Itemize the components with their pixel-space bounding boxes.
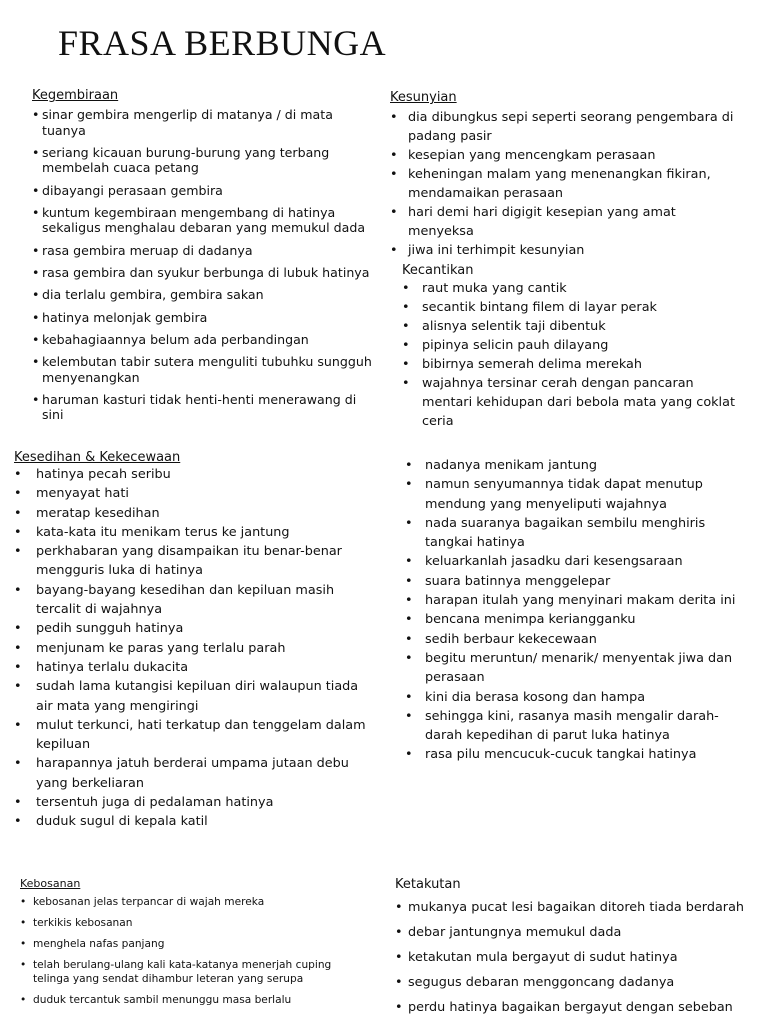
list-item-text: nadanya menikam jantung bbox=[425, 458, 597, 473]
bullet-icon: • bbox=[32, 287, 40, 303]
list-item bbox=[402, 355, 747, 374]
section-kesedihan bbox=[14, 450, 369, 832]
bullet-icon: • bbox=[405, 708, 413, 724]
list-item bbox=[402, 317, 747, 336]
list-item-text: hatinya melonjak gembira bbox=[42, 309, 208, 325]
list-item-text: nada suaranya bagaikan sembilu menghiris tangkai hatinya bbox=[425, 515, 706, 551]
bullet-icon: • bbox=[405, 650, 413, 666]
bullet-icon: • bbox=[390, 110, 398, 125]
bullet-icon: • bbox=[32, 309, 40, 325]
bullet-icon: • bbox=[14, 467, 22, 482]
bullet-icon: • bbox=[14, 717, 22, 733]
list-item-text: harapannya jatuh berderai umpama jutaan debu yang berkeliaran bbox=[36, 756, 349, 791]
bullet-icon: • bbox=[402, 376, 410, 391]
list-item bbox=[395, 975, 765, 991]
list-item bbox=[32, 243, 377, 259]
list-item bbox=[32, 107, 377, 138]
list-kecantikan bbox=[402, 279, 747, 431]
list-item bbox=[14, 716, 369, 755]
section-kecantikan bbox=[402, 263, 747, 431]
list-item bbox=[32, 145, 377, 176]
bullet-icon: • bbox=[402, 319, 410, 334]
list-item bbox=[14, 581, 369, 620]
list-item bbox=[405, 745, 755, 764]
list-item bbox=[395, 950, 765, 966]
list-item-text: kata-kata itu menikam terus ke jantung bbox=[36, 524, 290, 540]
bullet-icon: • bbox=[14, 679, 22, 695]
list-kebosanan bbox=[20, 896, 365, 1007]
bullet-icon: • bbox=[20, 917, 27, 930]
list-item-text: duduk sugul di kepala katil bbox=[36, 814, 208, 830]
bullet-icon: • bbox=[14, 524, 22, 540]
bullet-icon: • bbox=[405, 573, 413, 589]
list-item-text: bayang-bayang kesedihan dan kepiluan masih tercalit di wajahnya bbox=[36, 582, 335, 618]
bullet-icon: • bbox=[395, 925, 403, 940]
list-item-text: menyayat hati bbox=[36, 486, 129, 502]
list-item-text: secantik bintang filem di layar perak bbox=[422, 300, 657, 315]
list-item-text: menjunam ke paras yang terlalu parah bbox=[36, 640, 286, 656]
list-item-text: rasa pilu mencucuk-cucuk tangkai hatinya bbox=[425, 747, 697, 763]
section-heading-kecantikan: Kecantikan bbox=[402, 263, 474, 278]
list-item bbox=[32, 354, 377, 385]
list-kesunyian bbox=[390, 108, 740, 260]
list-item bbox=[20, 994, 365, 1008]
section-heading-kegembiraan: Kegembiraan bbox=[32, 88, 119, 103]
list-item bbox=[32, 392, 377, 423]
list-item-text: kini dia berasa kosong dan hampa bbox=[425, 689, 646, 705]
list-item-text: rasa gembira dan syukur berbunga di lubuk hatinya bbox=[42, 264, 370, 280]
list-item bbox=[390, 165, 740, 203]
list-item-text: haruman kasturi tidak henti-henti menerawang di sini bbox=[42, 391, 357, 423]
list-item-text: pedih sungguh hatinya bbox=[36, 621, 184, 637]
list-item-text: hari demi hari digigit kesepian yang amat menyeksa bbox=[408, 205, 676, 239]
bullet-icon: • bbox=[14, 795, 22, 811]
list-item bbox=[405, 688, 755, 707]
bullet-icon: • bbox=[405, 515, 413, 531]
bullet-icon: • bbox=[405, 477, 413, 493]
list-item bbox=[32, 183, 377, 199]
list-item-text: hatinya pecah seribu bbox=[36, 467, 171, 482]
list-item bbox=[14, 542, 369, 581]
bullet-icon: • bbox=[14, 756, 22, 772]
list-item bbox=[402, 279, 747, 298]
list-item bbox=[14, 619, 369, 638]
list-item-text: suara batinnya menggelepar bbox=[425, 573, 611, 589]
list-item-text: kuntum kegembiraan mengembang di hatinya sekaligus menghalau debaran yang memukul dada bbox=[42, 204, 366, 236]
list-item-text: sinar gembira mengerlip di matanya / di mata tuanya bbox=[42, 107, 333, 138]
list-item-text: bencana menimpa keriangganku bbox=[425, 612, 636, 628]
bullet-icon: • bbox=[32, 107, 40, 122]
bullet-icon: • bbox=[395, 900, 403, 915]
section-heading-kebosanan: Kebosanan bbox=[20, 877, 81, 890]
section-kebosanan bbox=[20, 877, 365, 1015]
bullet-icon: • bbox=[32, 204, 40, 220]
list-item bbox=[14, 754, 369, 793]
list-item bbox=[405, 456, 755, 475]
list-item-text: duduk tercantuk sambil menunggu masa berlalu bbox=[33, 993, 292, 1006]
bullet-icon: • bbox=[14, 486, 22, 502]
list-item-text: terkikis kebosanan bbox=[33, 917, 133, 930]
list-item bbox=[405, 475, 755, 514]
bullet-icon: • bbox=[14, 659, 22, 675]
list-item-text: jiwa ini terhimpit kesunyian bbox=[408, 243, 585, 258]
list-item bbox=[405, 707, 755, 746]
bullet-icon: • bbox=[14, 582, 22, 598]
list-item-text: mukanya pucat lesi bagaikan ditoreh tiada berdarah bbox=[408, 900, 745, 915]
list-kesedihan bbox=[14, 465, 369, 832]
list-item-text: segugus debaran menggoncang dadanya bbox=[408, 975, 675, 990]
bullet-icon: • bbox=[32, 182, 40, 198]
list-item bbox=[405, 514, 755, 553]
list-item bbox=[405, 572, 755, 591]
list-item-text: kesepian yang mencengkam perasaan bbox=[408, 148, 656, 163]
list-item bbox=[14, 677, 369, 716]
list-item-text: bibirnya semerah delima merekah bbox=[422, 357, 642, 372]
list-item bbox=[20, 938, 365, 952]
bullet-icon: • bbox=[405, 689, 413, 705]
bullet-icon: • bbox=[402, 281, 410, 296]
list-item-text: kelembutan tabir sutera menguliti tubuhku sungguh menyenangkan bbox=[42, 354, 372, 385]
bullet-icon: • bbox=[32, 144, 40, 160]
list-item-text: meratap kesedihan bbox=[36, 505, 160, 521]
list-item-text: hatinya terlalu dukacita bbox=[36, 659, 189, 675]
list-item bbox=[14, 639, 369, 658]
bullet-icon: • bbox=[395, 1000, 403, 1015]
list-item-text: kebahagiaannya belum ada perbandingan bbox=[42, 331, 309, 347]
bullet-icon: • bbox=[390, 243, 398, 258]
list-item bbox=[405, 591, 755, 610]
list-item bbox=[405, 649, 755, 688]
list-item bbox=[395, 1000, 765, 1016]
section-kesunyian bbox=[390, 90, 740, 260]
bullet-icon: • bbox=[32, 354, 40, 370]
list-item bbox=[32, 265, 377, 281]
list-item bbox=[32, 332, 377, 348]
list-item bbox=[14, 523, 369, 542]
list-item bbox=[390, 241, 740, 260]
bullet-icon: • bbox=[32, 331, 40, 347]
bullet-icon: • bbox=[20, 896, 27, 908]
list-item-text: kebosanan jelas terpancar di wajah mereka bbox=[33, 896, 265, 908]
list-item-text: ketakutan mula bergayut di sudut hatinya bbox=[408, 950, 678, 965]
section-kesedihan-lanjutan bbox=[405, 456, 755, 765]
list-item-text: keluarkanlah jasadku dari kesengsaraan bbox=[425, 554, 683, 570]
list-item-text: keheningan malam yang menenangkan fikiran, mendamaikan perasaan bbox=[408, 167, 711, 201]
list-item bbox=[14, 504, 369, 523]
list-item bbox=[32, 287, 377, 303]
list-item bbox=[405, 630, 755, 649]
bullet-icon: • bbox=[32, 242, 40, 258]
page-title: FRASA BERBUNGA bbox=[58, 23, 387, 63]
bullet-icon: • bbox=[390, 205, 398, 220]
list-item-text: harapan itulah yang menyinari makam derita ini bbox=[425, 593, 736, 609]
list-item-text: debar jantungnya memukul dada bbox=[408, 925, 622, 940]
bullet-icon: • bbox=[14, 814, 22, 830]
list-item bbox=[395, 900, 765, 916]
list-item bbox=[390, 146, 740, 165]
list-item-text: sedih berbaur kekecewaan bbox=[425, 631, 597, 647]
list-item bbox=[402, 298, 747, 317]
list-kegembiraan bbox=[32, 107, 377, 423]
list-item-text: seriang kicauan burung-burung yang terbang membelah cuaca petang bbox=[42, 144, 330, 176]
list-item-text: mulut terkunci, hati terkatup dan tenggelam dalam kepiluan bbox=[36, 717, 366, 753]
list-item bbox=[32, 205, 377, 236]
bullet-icon: • bbox=[32, 391, 40, 407]
list-item bbox=[390, 203, 740, 241]
list-item-text: sudah lama kutangisi kepiluan diri walaupun tiada air mata yang mengiringi bbox=[36, 679, 359, 714]
list-item-text: perkhabaran yang disampaikan itu benar-benar mengguris luka di hatinya bbox=[36, 544, 342, 579]
list-item-text: namun senyumannya tidak dapat menutup mendung yang menyeliputi wajahnya bbox=[425, 477, 703, 512]
bullet-icon: • bbox=[405, 747, 413, 763]
section-kegembiraan bbox=[32, 88, 377, 430]
section-heading-kesunyian: Kesunyian bbox=[390, 90, 457, 105]
list-ketakutan bbox=[395, 900, 765, 1016]
list-item bbox=[402, 336, 747, 355]
list-item-text: raut muka yang cantik bbox=[422, 281, 567, 296]
list-item-text: pipinya selicin pauh dilayang bbox=[422, 338, 609, 353]
list-item bbox=[402, 374, 747, 431]
bullet-icon: • bbox=[402, 357, 410, 372]
bullet-icon: • bbox=[395, 975, 403, 990]
bullet-icon: • bbox=[14, 621, 22, 637]
list-item-text: tersentuh juga di pedalaman hatinya bbox=[36, 795, 274, 811]
bullet-icon: • bbox=[14, 505, 22, 521]
list-item-text: perdu hatinya bagaikan bergayut dengan sebeban bbox=[408, 1000, 733, 1015]
bullet-icon: • bbox=[20, 993, 27, 1006]
bullet-icon: • bbox=[405, 554, 413, 570]
list-item-text: begitu meruntun/ menarik/ menyentak jiwa dan perasaan bbox=[425, 650, 733, 686]
bullet-icon: • bbox=[390, 167, 398, 182]
bullet-icon: • bbox=[390, 148, 398, 163]
bullet-icon: • bbox=[395, 950, 403, 965]
list-item-text: alisnya selentik taji dibentuk bbox=[422, 319, 606, 334]
bullet-icon: • bbox=[402, 338, 410, 353]
list-item bbox=[14, 812, 369, 831]
bullet-icon: • bbox=[20, 959, 27, 972]
list-item-text: menghela nafas panjang bbox=[33, 938, 165, 951]
bullet-icon: • bbox=[405, 631, 413, 647]
bullet-icon: • bbox=[14, 544, 22, 560]
section-heading-ketakutan: Ketakutan bbox=[395, 877, 461, 892]
list-item-text: dia dibungkus sepi seperti seorang pengembara di padang pasir bbox=[408, 110, 734, 144]
bullet-icon: • bbox=[402, 300, 410, 315]
list-item bbox=[390, 108, 740, 146]
list-item bbox=[14, 465, 369, 484]
list-item bbox=[395, 925, 765, 941]
list-item bbox=[405, 552, 755, 571]
list-item-text: dia terlalu gembira, gembira sakan bbox=[42, 287, 264, 303]
list-item bbox=[20, 896, 365, 910]
list-item bbox=[14, 484, 369, 503]
bullet-icon: • bbox=[14, 640, 22, 656]
list-item bbox=[32, 310, 377, 326]
list-item bbox=[14, 658, 369, 677]
list-kesedihan-lanjutan bbox=[405, 456, 755, 765]
section-ketakutan bbox=[395, 877, 765, 1025]
list-item bbox=[14, 793, 369, 812]
list-item bbox=[405, 610, 755, 629]
list-item bbox=[20, 959, 365, 986]
list-item-text: rasa gembira meruap di dadanya bbox=[42, 242, 253, 258]
bullet-icon: • bbox=[405, 612, 413, 628]
list-item-text: sehingga kini, rasanya masih mengalir darah-darah kepedihan di parut luka hatinya bbox=[425, 708, 719, 744]
list-item bbox=[20, 917, 365, 931]
list-item-text: wajahnya tersinar cerah dengan pancaran mentari kehidupan dari bebola mata yang coklat ceria bbox=[422, 376, 735, 429]
bullet-icon: • bbox=[20, 938, 27, 951]
section-heading-kesedihan: Kesedihan & Kekecewaan bbox=[14, 450, 181, 465]
list-item-text: telah berulang-ulang kali kata-katanya menerjah cuping telinga yang sendat dihambur leteran yang serupa bbox=[33, 959, 332, 985]
bullet-icon: • bbox=[405, 458, 413, 473]
bullet-icon: • bbox=[32, 264, 40, 280]
list-item-text: dibayangi perasaan gembira bbox=[42, 182, 223, 198]
bullet-icon: • bbox=[405, 593, 413, 609]
